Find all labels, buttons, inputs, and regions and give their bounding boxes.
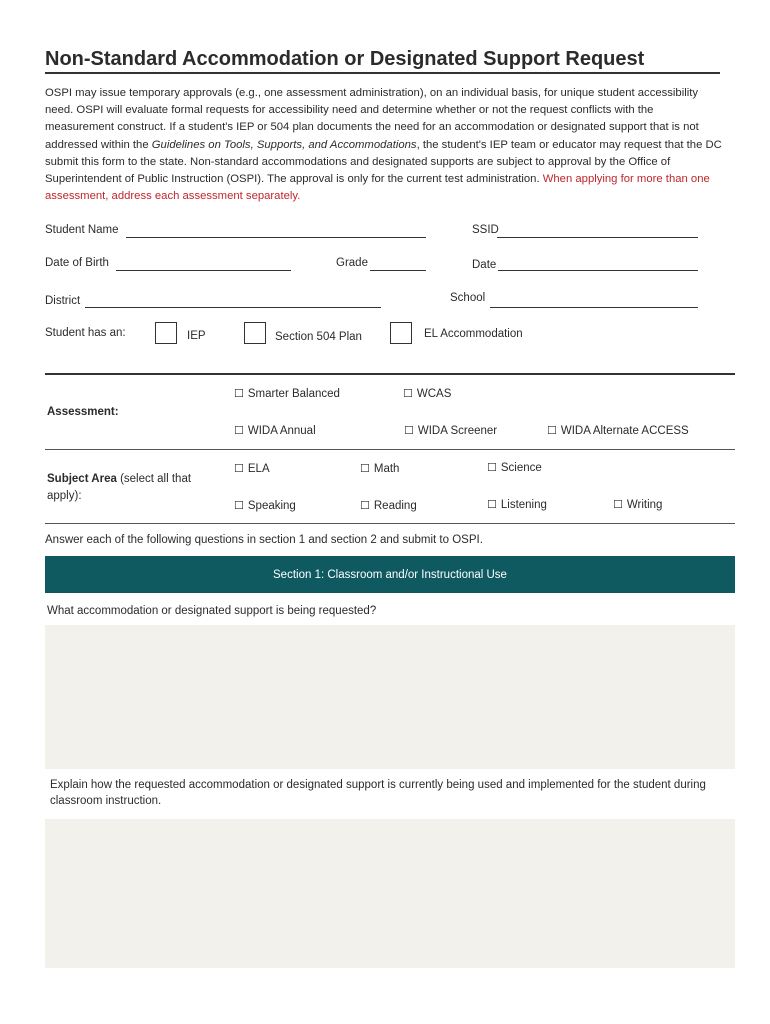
ssid-label: SSID xyxy=(472,224,499,236)
divider xyxy=(45,523,735,524)
subject-option-science[interactable]: ☐ Science xyxy=(487,461,542,474)
assessment-option-wida-annual[interactable]: ☐ WIDA Annual xyxy=(234,424,316,437)
el-accommodation-label: EL Accommodation xyxy=(424,328,523,340)
checkbox-icon: ☐ xyxy=(234,499,244,512)
subject-option-writing[interactable]: ☐ Writing xyxy=(613,498,663,511)
iep-label: IEP xyxy=(187,330,206,342)
school-field[interactable] xyxy=(490,307,698,308)
question-2-text: Explain how the requested accommodation or designated support is currently being used and implemented for the student during classroom instruction. xyxy=(50,779,706,807)
section-1-header: Section 1: Classroom and/or Instructional Use xyxy=(45,556,735,593)
divider xyxy=(45,449,735,450)
date-field[interactable] xyxy=(498,270,698,271)
student-has-label: Student has an: xyxy=(45,327,126,339)
checkbox-icon: ☐ xyxy=(613,498,623,511)
intro-text-1: OSPI may issue temporary approvals (e.g., one assessment administration), on an individual basis, for unique student accessibility need. OSPI will evaluate formal requests for accessibility need and determine whether or not the request conflicts with the measurement construct. If a student's IEP or 504 plan documents the need for an accommodation or designated support that is not addressed within the xyxy=(45,87,699,151)
answer-2-box[interactable] xyxy=(45,819,735,968)
checkbox-icon: ☐ xyxy=(487,461,497,474)
assessment-label: Assessment: xyxy=(47,406,119,418)
divider xyxy=(45,373,735,375)
iep-checkbox[interactable] xyxy=(155,322,177,344)
school-label: School xyxy=(450,292,486,304)
district-field[interactable] xyxy=(85,307,381,308)
assessment-option-wcas[interactable]: ☐ WCAS xyxy=(403,387,452,400)
checkbox-icon: ☐ xyxy=(360,499,370,512)
question-1-text: What accommodation or designated support is being requested? xyxy=(47,605,377,617)
checkbox-icon: ☐ xyxy=(234,462,244,475)
date-label: Date xyxy=(472,259,497,271)
dob-label: Date of Birth xyxy=(45,257,109,269)
grade-field[interactable] xyxy=(370,270,426,271)
section-504-checkbox[interactable] xyxy=(244,322,266,344)
subject-area-label: Subject Area (select all that apply): xyxy=(47,473,192,502)
assessment-option-smarter-balanced[interactable]: ☐ Smarter Balanced xyxy=(234,387,340,400)
subject-option-reading[interactable]: ☐ Reading xyxy=(360,499,417,512)
student-name-field[interactable] xyxy=(126,237,426,238)
subject-option-listening[interactable]: ☐ Listening xyxy=(487,498,547,511)
subject-option-speaking[interactable]: ☐ Speaking xyxy=(234,499,296,512)
intro-warning: When applying for more than one assessment, address each assessment separately. xyxy=(45,173,710,203)
checkbox-icon: ☐ xyxy=(360,462,370,475)
intro-text-2: , the student's IEP team or educator may request that the DC submit this form to the state. Non-standard accommodations and designated supports are subject to approval by the Office of Superintendent of Public Instruction (OSPI). The approval is only for the current test administration. xyxy=(45,138,722,186)
student-name-label: Student Name xyxy=(45,224,119,236)
section-504-label: Section 504 Plan xyxy=(275,331,362,343)
assessment-option-wida-screener[interactable]: ☐ WIDA Screener xyxy=(404,424,498,437)
subject-option-math[interactable]: ☐ Math xyxy=(360,462,400,475)
checkbox-icon: ☐ xyxy=(404,424,414,437)
checkbox-icon: ☐ xyxy=(547,424,557,437)
district-label: District xyxy=(45,295,81,307)
checkbox-icon: ☐ xyxy=(403,387,413,400)
checkbox-icon: ☐ xyxy=(234,424,244,437)
page-title: Non-Standard Accommodation or Designated Support Request xyxy=(45,48,720,74)
intro-paragraph xyxy=(45,85,725,205)
assessment-option-wida-alternate[interactable]: ☐ WIDA Alternate ACCESS xyxy=(547,424,689,437)
instruction-text: Answer each of the following questions in section 1 and section 2 and submit to OSPI. xyxy=(45,534,483,546)
answer-1-box[interactable] xyxy=(45,625,735,769)
dob-field[interactable] xyxy=(116,270,291,271)
checkbox-icon: ☐ xyxy=(234,387,244,400)
intro-guidelines-title: Guidelines on Tools, Supports, and Accommodations xyxy=(151,138,417,151)
checkbox-icon: ☐ xyxy=(487,498,497,511)
subject-option-ela[interactable]: ☐ ELA xyxy=(234,462,270,475)
ssid-field[interactable] xyxy=(497,237,698,238)
grade-label: Grade xyxy=(336,257,368,269)
el-accommodation-checkbox[interactable] xyxy=(390,322,412,344)
